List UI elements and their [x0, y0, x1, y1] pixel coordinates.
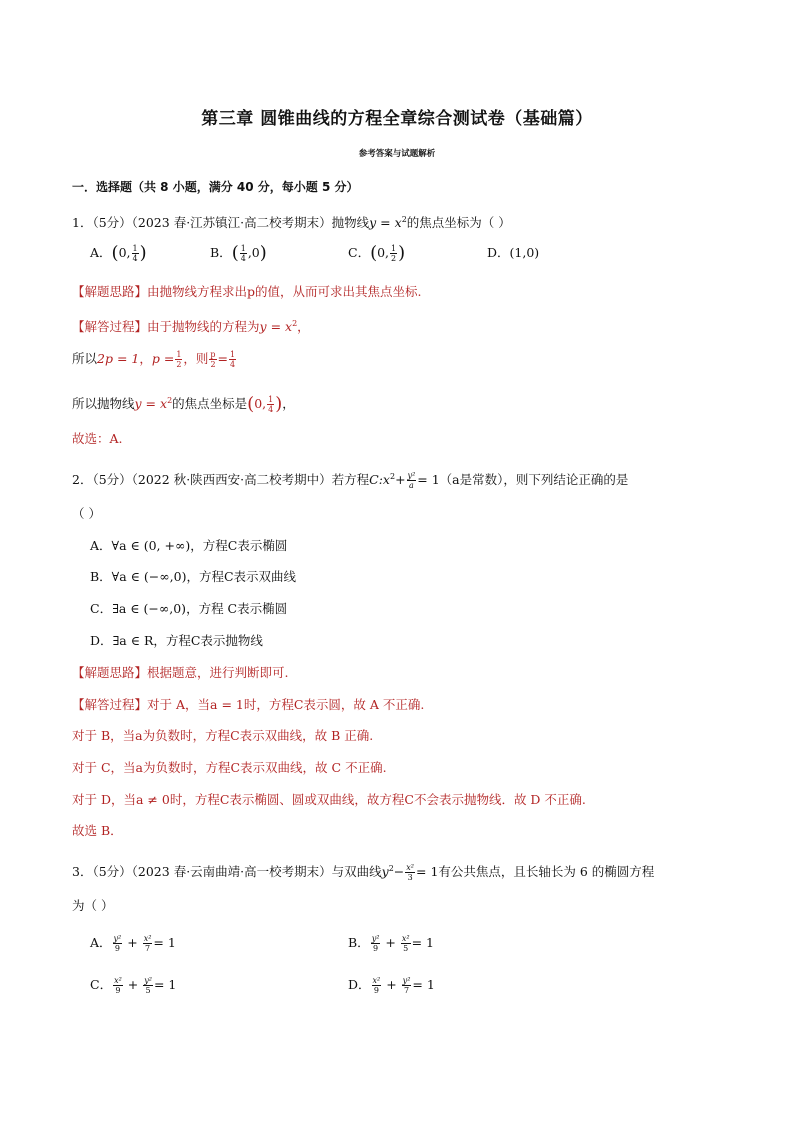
q2-option-a: A．∀a ∈ (0, +∞)，方程C表示椭圆 [90, 538, 288, 553]
page-subtitle: 参考答案与试题解析 [358, 149, 436, 159]
question-3-stem: 3．（5分）（2023 春·云南曲靖·高一校考期末）与双曲线$y^2-$ $\frac{\text{x²}}{3}$ = 1有公共焦点，且长轴长为 6 的椭圆方程 [72, 863, 655, 883]
q3-option-b: B． $\frac{\text{y²}}{9}$ + $\frac{\text{x²}}{5}$ = 1 [348, 934, 434, 953]
q2-process-c: 对于 C，当a为负数时，方程C表示双曲线，故 C 不正确. [72, 760, 387, 775]
q1-step-3: 所以2p = 1，p = $\frac{1}{2}$ ，则 $\frac{p}{2}$ = $\frac{1}{4}$ [72, 350, 236, 369]
q3-option-c: C． $\frac{\text{x²}}{9}$ + $\frac{\text{y²}}{5}$ = 1 [90, 976, 177, 995]
q3-option-a: A． $\frac{\text{y²}}{9}$ + $\frac{\text{x²}}{7}$ = 1 [90, 934, 176, 953]
q1-option-a: A．(0, $\frac{1}{4}$ ) [90, 242, 147, 264]
q3-option-d: D． $\frac{\text{x²}}{9}$ + $\frac{\text{y²}}{7}$ = 1 [348, 976, 435, 995]
q1-option-c: C．(0, $\frac{1}{2}$ ) [348, 242, 406, 264]
q2-option-d: D．∃a ∈ R，方程C表示抛物线 [90, 633, 263, 648]
q1-process: 【解答过程】由于抛物线的方程为$y = x^2$， [72, 319, 310, 335]
q2-thinking: 【解题思路】根据题意，进行判断即可. [72, 665, 289, 680]
q2-answer: 故选 B． [72, 823, 123, 838]
question-1-stem: 1．（5分）（2023 春·江苏镇江·高二校考期末）抛物线$y = x^2$的焦点坐标为（ ） [72, 215, 511, 231]
q1-option-b: B．( $\frac{1}{4}$ ,0) [210, 242, 267, 264]
page-title: 第三章 圆锥曲线的方程全章综合测试卷（基础篇） [201, 109, 593, 129]
q1-answer: 故选：A. [72, 431, 123, 446]
q2-process: 【解答过程】对于 A，当a = 1时，方程C表示圆，故 A 不正确. [72, 697, 425, 712]
section-heading: 一．选择题（共 8 小题，满分 40 分，每小题 5 分） [72, 180, 359, 194]
q2-option-c: C．∃a ∈ (−∞,0)，方程 C表示椭圆 [90, 601, 288, 616]
q1-option-d: D．(1,0) [487, 245, 540, 260]
question-2-stem: 2．（5分）（2022 秋·陕西西安·高二校考期中）若方程$C:x^2+$ $\frac{\text{y²}}{a}$ = 1（a是常数），则下列结论正确的是 [72, 471, 629, 491]
q1-thinking: 【解题思路】由抛物线方程求出p的值，从而可求出其焦点坐标. [72, 284, 422, 299]
q2-option-b: B．∀a ∈ (−∞,0)，方程C表示双曲线 [90, 569, 297, 584]
q1-step-4: 所以抛物线$y = x^2$的焦点坐标是(0, $\frac{1}{4}$ )， [72, 393, 295, 415]
question-3-stem-cont: 为（ ） [72, 898, 114, 913]
q2-process-b: 对于 B，当a为负数时，方程C表示双曲线，故 B 正确. [72, 728, 374, 743]
q2-process-d: 对于 D，当a ≠ 0时，方程C表示椭圆、圆或双曲线，故方程C不会表示抛物线．故 D 不正确. [72, 792, 586, 807]
question-2-stem-cont: （ ） [72, 506, 101, 521]
